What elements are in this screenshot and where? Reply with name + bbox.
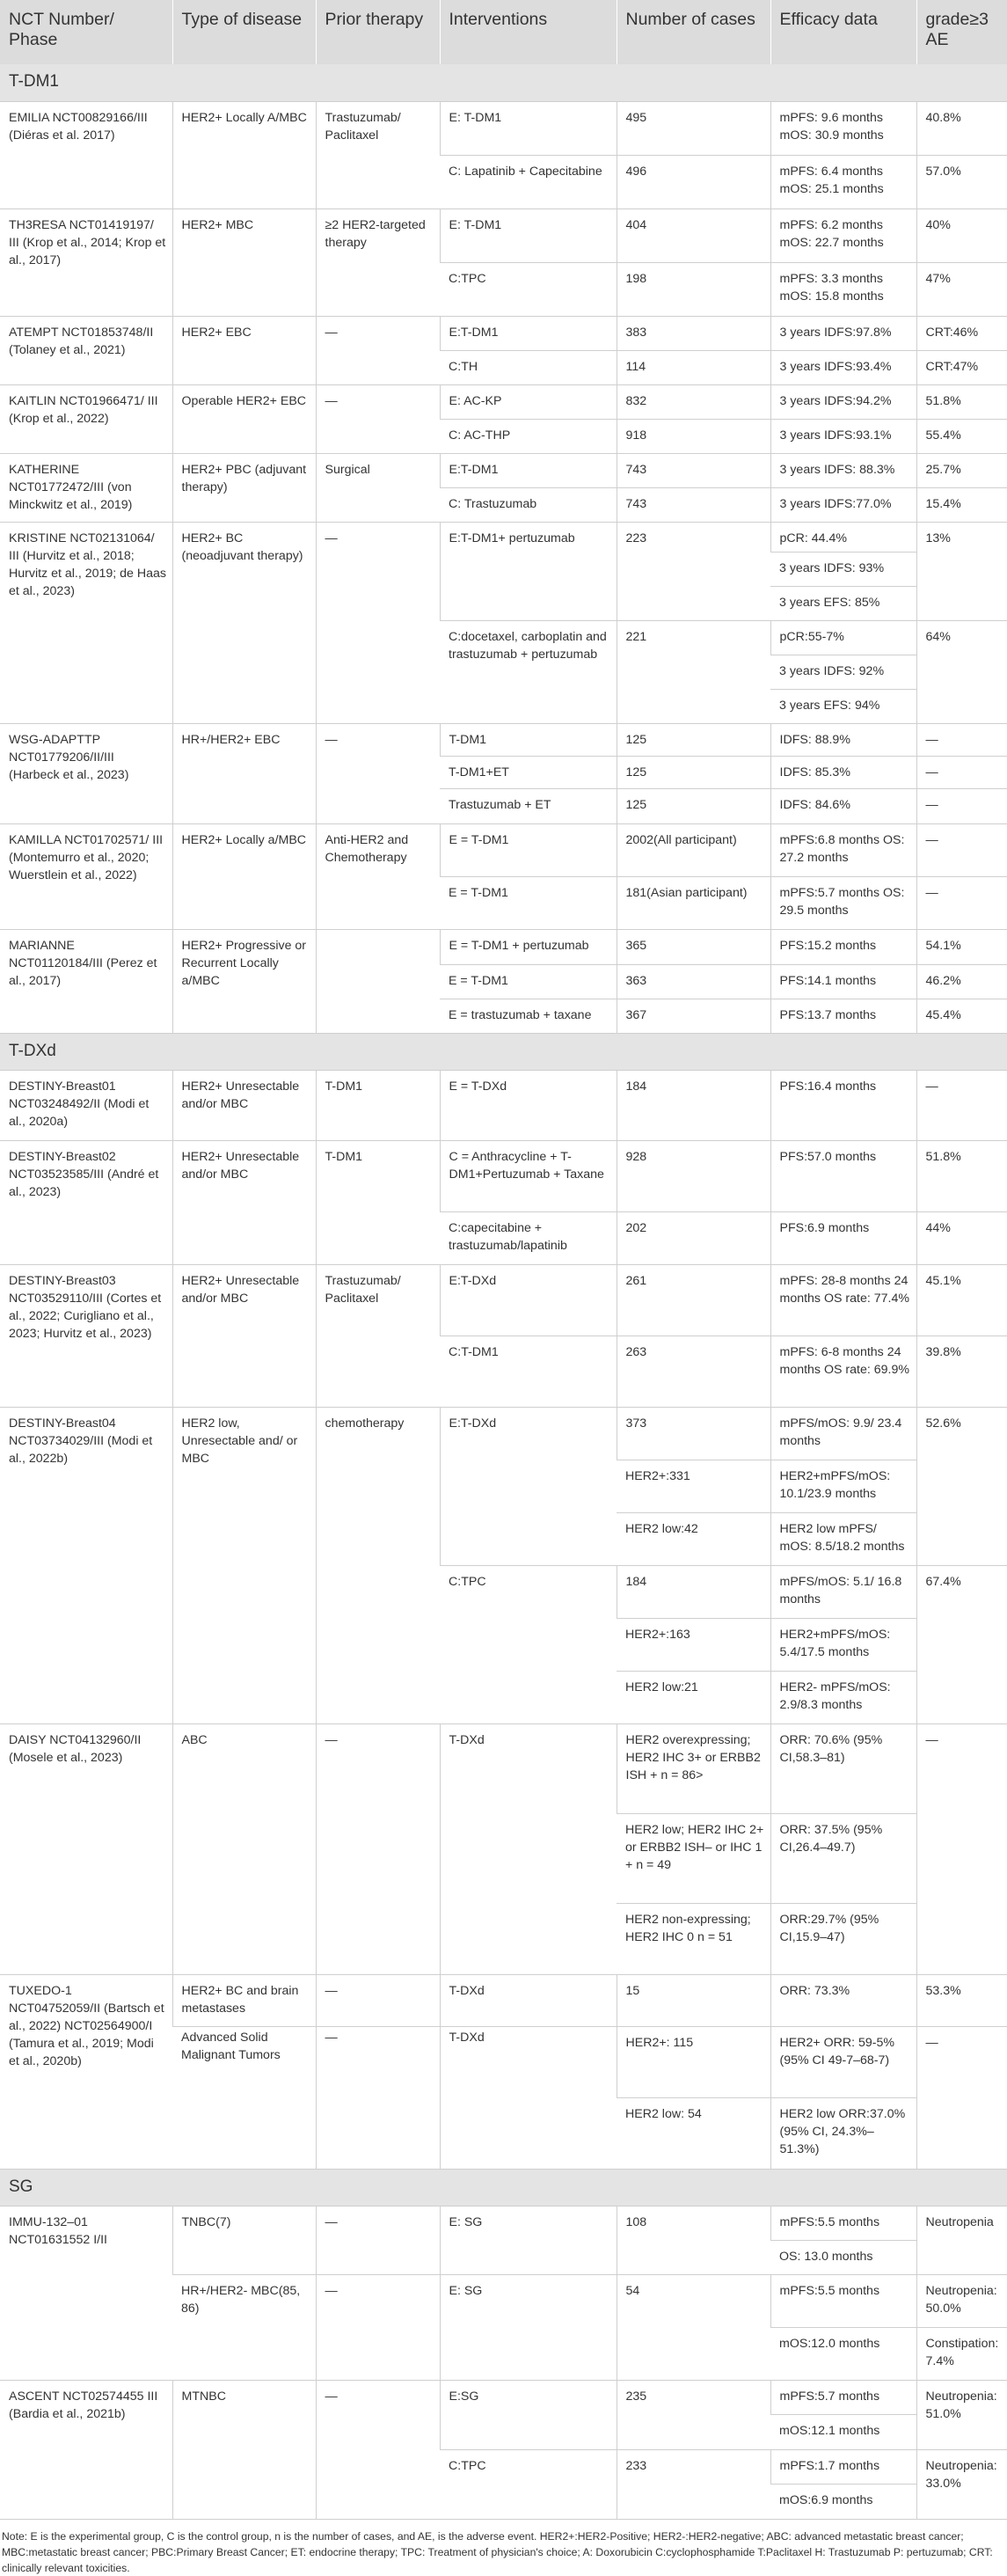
ae-cell: CRT:47% [916, 350, 1007, 384]
prior-cell: — [316, 723, 440, 823]
ae-cell: CRT:46% [916, 316, 1007, 350]
cases-cell: 832 [617, 384, 770, 419]
prior-cell: — [316, 1723, 440, 1974]
efficacy-cell: HER2+mPFS/mOS: 5.4/17.5 months [770, 1618, 916, 1671]
efficacy-cell: ORR: 37.5% (95% CI,26.4–49.7) [770, 1813, 916, 1903]
table-row [0, 522, 1007, 552]
ae-cell: Neutropenia: 33.0% [916, 2449, 1007, 2519]
table-row [0, 1974, 1007, 2026]
ae-cell: 13% [916, 522, 1007, 620]
efficacy-cell: HER2- mPFS/mOS: 2.9/8.3 months [770, 1671, 916, 1723]
efficacy-cell: PFS:13.7 months [770, 999, 916, 1033]
efficacy-cell: HER2+mPFS/mOS: 10.1/23.9 months [770, 1460, 916, 1512]
table-row [0, 101, 1007, 155]
intervention-cell: E: AC-KP [440, 384, 617, 419]
intervention-cell: E = trastuzumab + taxane [440, 999, 617, 1033]
efficacy-cell: PFS:57.0 months [770, 1140, 916, 1211]
disease-cell: HER2+ EBC [172, 316, 316, 384]
nct-cell: ASCENT NCT02574455 III (Bardia et al., 2021b) [0, 2380, 172, 2519]
nct-cell: DESTINY-Breast03 NCT03529110/III (Cortes et al., 2022; Curigliano et al., 2023; Hurvitz et al., 2023) [0, 1264, 172, 1407]
cases-cell: 181(Asian participant) [617, 876, 770, 929]
prior-cell: — [316, 2026, 440, 2169]
efficacy-cell: mOS:12.1 months [770, 2414, 916, 2449]
efficacy-cell: PFS:15.2 months [770, 929, 916, 964]
nct-cell: KRISTINE NCT02131064/ III (Hurvitz et al., 2018; Hurvitz et al., 2019; de Haas et al., 2023) [0, 522, 172, 723]
intervention-cell: C: Trastuzumab [440, 487, 617, 522]
cases-cell: 495 [617, 101, 770, 155]
intervention-cell: E: SG [440, 2206, 617, 2274]
nct-cell: TUXEDO-1 NCT04752059/II (Bartsch et al., 2022) NCT02564900/I (Tamura et al., 2019; Modi et al., 2020b) [0, 1974, 172, 2169]
efficacy-cell: mPFS/mOS: 9.9/ 23.4 months [770, 1407, 916, 1460]
prior-cell: Anti-HER2 and Chemotherapy [316, 823, 440, 929]
section-row [0, 64, 1007, 101]
efficacy-cell: mPFS: 28-8 months 24 months OS rate: 77.4% [770, 1264, 916, 1336]
efficacy-cell: IDFS: 84.6% [770, 788, 916, 823]
efficacy-cell: IDFS: 85.3% [770, 756, 916, 788]
ae-cell: 67.4% [916, 1565, 1007, 1723]
prior-cell: chemotherapy [316, 1407, 440, 1723]
intervention-cell: E = T-DM1 [440, 823, 617, 876]
cases-cell: HER2 overexpressing; HER2 IHC 3+ or ERBB2 ISH + n = 86> [617, 1723, 770, 1813]
disease-cell: HER2+ Unresectable and/or MBC [172, 1070, 316, 1140]
disease-cell: HER2+ PBC (adjuvant therapy) [172, 453, 316, 522]
header-efficacy: Efficacy data [770, 0, 916, 64]
intervention-cell: E:SG [440, 2380, 617, 2449]
intervention-cell: E: T-DM1 [440, 209, 617, 262]
efficacy-cell: PFS:6.9 months [770, 1211, 916, 1264]
table-row [0, 1723, 1007, 1813]
efficacy-cell: mPFS:5.5 months [770, 2274, 916, 2327]
intervention-cell: Trastuzumab + ET [440, 788, 617, 823]
prior-cell: Surgical [316, 453, 440, 522]
nct-cell: TH3RESA NCT01419197/ III (Krop et al., 2014; Krop et al., 2017) [0, 209, 172, 316]
table-row [0, 823, 1007, 876]
ae-cell: 44% [916, 1211, 1007, 1264]
efficacy-cell: mPFS:5.7 months [770, 2380, 916, 2414]
cases-cell: 223 [617, 522, 770, 620]
intervention-cell: E:T-DM1 [440, 453, 617, 487]
cases-cell: 125 [617, 723, 770, 756]
intervention-cell: E = T-DM1 [440, 964, 617, 999]
prior-cell: — [316, 384, 440, 453]
efficacy-cell: mOS:12.0 months [770, 2327, 916, 2380]
ae-cell: 45.4% [916, 999, 1007, 1033]
efficacy-cell: 3 years IDFS:93.1% [770, 419, 916, 453]
cases-cell: 496 [617, 155, 770, 209]
ae-cell: — [916, 2026, 1007, 2169]
cases-cell: 743 [617, 453, 770, 487]
efficacy-cell: mPFS:1.7 months [770, 2449, 916, 2484]
prior-cell: T-DM1 [316, 1070, 440, 1140]
table-row [0, 453, 1007, 487]
ae-cell: — [916, 756, 1007, 788]
intervention-cell: C:TPC [440, 262, 617, 316]
disease-cell: HR+/HER2- MBC(85, 86) [172, 2274, 316, 2380]
table-row [0, 2380, 1007, 2414]
nct-cell: KATHERINE NCT01772472/III (von Minckwitz et al., 2019) [0, 453, 172, 522]
nct-cell: KAITLIN NCT01966471/ III (Krop et al., 2022) [0, 384, 172, 453]
cases-cell: 233 [617, 2449, 770, 2519]
disease-cell: MTNBC [172, 2380, 316, 2519]
cases-cell: 404 [617, 209, 770, 262]
ae-cell: — [916, 788, 1007, 823]
intervention-cell: E = T-DM1 + pertuzumab [440, 929, 617, 964]
intervention-cell: E = T-DXd [440, 1070, 617, 1140]
efficacy-cell: 3 years IDFS:77.0% [770, 487, 916, 522]
cases-cell: 221 [617, 620, 770, 723]
efficacy-cell: 3 years IDFS: 93% [770, 552, 916, 586]
cases-cell: 918 [617, 419, 770, 453]
cases-cell: 198 [617, 262, 770, 316]
ae-cell: Neutropenia [916, 2206, 1007, 2274]
efficacy-cell: 3 years IDFS: 92% [770, 655, 916, 689]
intervention-cell: E:T-DM1 [440, 316, 617, 350]
table-row [0, 384, 1007, 419]
cases-cell: 928 [617, 1140, 770, 1211]
table-row [0, 1407, 1007, 1460]
disease-cell: HR+/HER2+ EBC [172, 723, 316, 823]
cases-cell: 363 [617, 964, 770, 999]
table-header-row [0, 0, 1007, 64]
ae-cell: 39.8% [916, 1336, 1007, 1407]
cases-cell: HER2 low:42 [617, 1512, 770, 1565]
intervention-cell: T-DM1+ET [440, 756, 617, 788]
header-disease: Type of disease [172, 0, 316, 64]
table-row [0, 1140, 1007, 1211]
prior-cell: T-DM1 [316, 1140, 440, 1264]
intervention-cell: C:TPC [440, 2449, 617, 2519]
efficacy-cell: 3 years IDFS:94.2% [770, 384, 916, 419]
efficacy-cell: mPFS: 3.3 months mOS: 15.8 months [770, 262, 916, 316]
efficacy-cell: OS: 13.0 months [770, 2240, 916, 2274]
efficacy-cell: 3 years IDFS:97.8% [770, 316, 916, 350]
cases-cell: HER2 low; HER2 IHC 2+ or ERBB2 ISH– or IHC 1 + n = 49 [617, 1813, 770, 1903]
efficacy-cell: 3 years EFS: 85% [770, 586, 916, 620]
efficacy-cell: HER2 low mPFS/ mOS: 8.5/18.2 months [770, 1512, 916, 1565]
disease-cell: HER2+ Locally A/MBC [172, 101, 316, 209]
cases-cell: 108 [617, 2206, 770, 2274]
nct-cell: ATEMPT NCT01853748/II (Tolaney et al., 2021) [0, 316, 172, 384]
prior-cell: Trastuzumab/ Paclitaxel [316, 101, 440, 209]
intervention-cell: C:T-DM1 [440, 1336, 617, 1407]
cases-cell: 365 [617, 929, 770, 964]
efficacy-cell: 3 years EFS: 94% [770, 689, 916, 723]
ae-cell: 45.1% [916, 1264, 1007, 1336]
section-row [0, 1033, 1007, 1070]
efficacy-cell: IDFS: 88.9% [770, 723, 916, 756]
intervention-cell: T-DXd [440, 2026, 617, 2169]
intervention-cell: T-DXd [440, 1974, 617, 2026]
table-row [0, 723, 1007, 756]
ae-cell: 15.4% [916, 487, 1007, 522]
cases-cell: HER2+:163 [617, 1618, 770, 1671]
ae-cell: 47% [916, 262, 1007, 316]
section-label: T-DM1 [0, 64, 1007, 101]
disease-cell: ABC [172, 1723, 316, 1974]
efficacy-cell: ORR: 73.3% [770, 1974, 916, 2026]
efficacy-cell: ORR:29.7% (95% CI,15.9–47) [770, 1903, 916, 1974]
intervention-cell: C:TPC [440, 1565, 617, 1723]
intervention-cell: C: AC-THP [440, 419, 617, 453]
cases-cell: 261 [617, 1264, 770, 1336]
section-label: T-DXd [0, 1033, 1007, 1070]
cases-cell: 125 [617, 756, 770, 788]
ae-cell: 53.3% [916, 1974, 1007, 2026]
nct-cell: KAMILLA NCT01702571/ III (Montemurro et al., 2020; Wuerstlein et al., 2022) [0, 823, 172, 929]
table-row [0, 1070, 1007, 1140]
section-label: SG [0, 2169, 1007, 2206]
disease-cell: HER2+ BC (neoadjuvant therapy) [172, 522, 316, 723]
cases-cell: HER2 low: 54 [617, 2097, 770, 2169]
ae-cell: 55.4% [916, 419, 1007, 453]
cases-cell: 15 [617, 1974, 770, 2026]
nct-cell: DAISY NCT04132960/II (Mosele et al., 2023) [0, 1723, 172, 1974]
cases-cell: 373 [617, 1407, 770, 1460]
disease-cell: TNBC(7) [172, 2206, 316, 2274]
ae-cell: — [916, 1070, 1007, 1140]
prior-cell: ≥2 HER2-targeted therapy [316, 209, 440, 316]
table-row [0, 929, 1007, 964]
disease-cell: HER2 low, Unresectable and/ or MBC [172, 1407, 316, 1723]
cases-cell: 383 [617, 316, 770, 350]
prior-cell: — [316, 2274, 440, 2380]
ae-cell: Constipation: 7.4% [916, 2327, 1007, 2380]
cases-cell: HER2+: 115 [617, 2026, 770, 2097]
efficacy-cell: pCR:55-7% [770, 620, 916, 655]
efficacy-cell: PFS:14.1 months [770, 964, 916, 999]
header-prior: Prior therapy [316, 0, 440, 64]
efficacy-cell: mPFS: 6-8 months 24 months OS rate: 69.9% [770, 1336, 916, 1407]
cases-cell: 54 [617, 2274, 770, 2380]
cases-cell: 114 [617, 350, 770, 384]
efficacy-cell: PFS:16.4 months [770, 1070, 916, 1140]
prior-cell [316, 929, 440, 1033]
nct-cell: DESTINY-Breast02 NCT03523585/III (André et al., 2023) [0, 1140, 172, 1264]
header-interventions: Interventions [440, 0, 617, 64]
header-nct: NCT Number/ Phase [0, 0, 172, 64]
intervention-cell: C = Anthracycline + T-DM1+Pertuzumab + Taxane [440, 1140, 617, 1211]
ae-cell: 52.6% [916, 1407, 1007, 1565]
intervention-cell: T-DXd [440, 1723, 617, 1974]
cases-cell: 184 [617, 1070, 770, 1140]
header-cases: Number of cases [617, 0, 770, 64]
cases-cell: 743 [617, 487, 770, 522]
efficacy-cell: 3 years IDFS:93.4% [770, 350, 916, 384]
cases-cell: HER2 non-expressing; HER2 IHC 0 n = 51 [617, 1903, 770, 1974]
efficacy-cell: ORR: 70.6% (95% CI,58.3–81) [770, 1723, 916, 1813]
intervention-cell: E:T-DM1+ pertuzumab [440, 522, 617, 620]
intervention-cell: E:T-DXd [440, 1407, 617, 1565]
ae-cell: — [916, 876, 1007, 929]
intervention-cell: E: T-DM1 [440, 101, 617, 155]
ae-cell: — [916, 723, 1007, 756]
cases-cell: HER2 low:21 [617, 1671, 770, 1723]
efficacy-cell: mPFS: 6.2 months mOS: 22.7 months [770, 209, 916, 262]
cases-cell: HER2+:331 [617, 1460, 770, 1512]
nct-cell: EMILIA NCT00829166/III (Diéras et al. 2017) [0, 101, 172, 209]
ae-cell: Neutropenia: 51.0% [916, 2380, 1007, 2449]
ae-cell: 51.8% [916, 384, 1007, 419]
prior-cell: — [316, 1974, 440, 2026]
intervention-cell: E:T-DXd [440, 1264, 617, 1336]
nct-cell: DESTINY-Breast01 NCT03248492/II (Modi et al., 2020a) [0, 1070, 172, 1140]
intervention-cell: E: SG [440, 2274, 617, 2380]
cases-cell: 184 [617, 1565, 770, 1618]
ae-cell: 54.1% [916, 929, 1007, 964]
nct-cell: WSG-ADAPTTP NCT01779206/II/III (Harbeck et al., 2023) [0, 723, 172, 823]
efficacy-cell: mPFS:5.7 months OS: 29.5 months [770, 876, 916, 929]
table-footnote: Note: E is the experimental group, C is the control group, n is the number of cases, and AE, is the adverse event. HER2+:HER2-Positive; HER2-:HER2-negative; ABC: advanced metastatic breast cancer; MBC:metastatic breast cancer; PBC:Primary Breast Cancer; ET: endocrine therapy; TPC: Treatment of physician's choice; A: Doxorubicin C:cyclophosphamide T:Paclitaxel H: Trastuzumab P: pertuzumab; CRT: clinically relevant toxicities. [2, 2529, 993, 2574]
nct-cell: MARIANNE NCT01120184/III (Perez et al., 2017) [0, 929, 172, 1033]
efficacy-cell: mOS:6.9 months [770, 2484, 916, 2519]
disease-cell: HER2+ Unresectable and/or MBC [172, 1140, 316, 1264]
ae-cell: 40% [916, 209, 1007, 262]
efficacy-cell: HER2 low ORR:37.0% (95% CI, 24.3%–51.3%) [770, 2097, 916, 2169]
disease-cell: HER2+ BC and brain metastases [172, 1974, 316, 2026]
efficacy-cell: mPFS:5.5 months [770, 2206, 916, 2240]
efficacy-cell: 3 years IDFS: 88.3% [770, 453, 916, 487]
ae-cell: 64% [916, 620, 1007, 723]
cases-cell: 125 [617, 788, 770, 823]
efficacy-cell: mPFS:6.8 months OS: 27.2 months [770, 823, 916, 876]
intervention-cell: C:capecitabine + trastuzumab/lapatinib [440, 1211, 617, 1264]
intervention-cell: T-DM1 [440, 723, 617, 756]
ae-cell: 51.8% [916, 1140, 1007, 1211]
efficacy-cell: mPFS: 6.4 months mOS: 25.1 months [770, 155, 916, 209]
intervention-cell: C:TH [440, 350, 617, 384]
prior-cell: — [316, 2380, 440, 2519]
disease-cell: HER2+ Unresectable and/or MBC [172, 1264, 316, 1407]
ae-cell: 25.7% [916, 453, 1007, 487]
table-row [0, 209, 1007, 262]
cases-cell: 263 [617, 1336, 770, 1407]
cases-cell: 367 [617, 999, 770, 1033]
intervention-cell: C: Lapatinib + Capecitabine [440, 155, 617, 209]
efficacy-cell: HER2+ ORR: 59-5% (95% CI 49-7–68-7) [770, 2026, 916, 2097]
disease-cell: Operable HER2+ EBC [172, 384, 316, 453]
prior-cell: — [316, 522, 440, 723]
ae-cell: 57.0% [916, 155, 1007, 209]
table-row [0, 316, 1007, 350]
nct-cell: IMMU-132–01 NCT01631552 I/II [0, 2206, 172, 2380]
efficacy-cell: mPFS/mOS: 5.1/ 16.8 months [770, 1565, 916, 1618]
intervention-cell: C:docetaxel, carboplatin and trastuzumab + pertuzumab [440, 620, 617, 723]
prior-cell: Trastuzumab/ Paclitaxel [316, 1264, 440, 1407]
disease-cell: HER2+ MBC [172, 209, 316, 316]
table-row [0, 2206, 1007, 2240]
cases-cell: 202 [617, 1211, 770, 1264]
intervention-cell: E = T-DM1 [440, 876, 617, 929]
efficacy-cell: mPFS: 9.6 months mOS: 30.9 months [770, 101, 916, 155]
ae-cell: — [916, 1723, 1007, 1974]
disease-cell: HER2+ Locally a/MBC [172, 823, 316, 929]
table-row [0, 1264, 1007, 1336]
nct-cell: DESTINY-Breast04 NCT03734029/III (Modi et al., 2022b) [0, 1407, 172, 1723]
ae-cell: Neutropenia: 50.0% [916, 2274, 1007, 2327]
cases-cell: 235 [617, 2380, 770, 2449]
section-row [0, 2169, 1007, 2206]
ae-cell: 46.2% [916, 964, 1007, 999]
disease-cell: HER2+ Progressive or Recurrent Locally a/MBC [172, 929, 316, 1033]
header-ae: grade≥3 AE [916, 0, 1007, 64]
prior-cell: — [316, 316, 440, 384]
ae-cell: 40.8% [916, 101, 1007, 155]
ae-cell: — [916, 823, 1007, 876]
cases-cell: 2002(All participant) [617, 823, 770, 876]
prior-cell: — [316, 2206, 440, 2274]
efficacy-cell: pCR: 44.4% [770, 522, 916, 552]
disease-cell: Advanced Solid Malignant Tumors [172, 2026, 316, 2169]
